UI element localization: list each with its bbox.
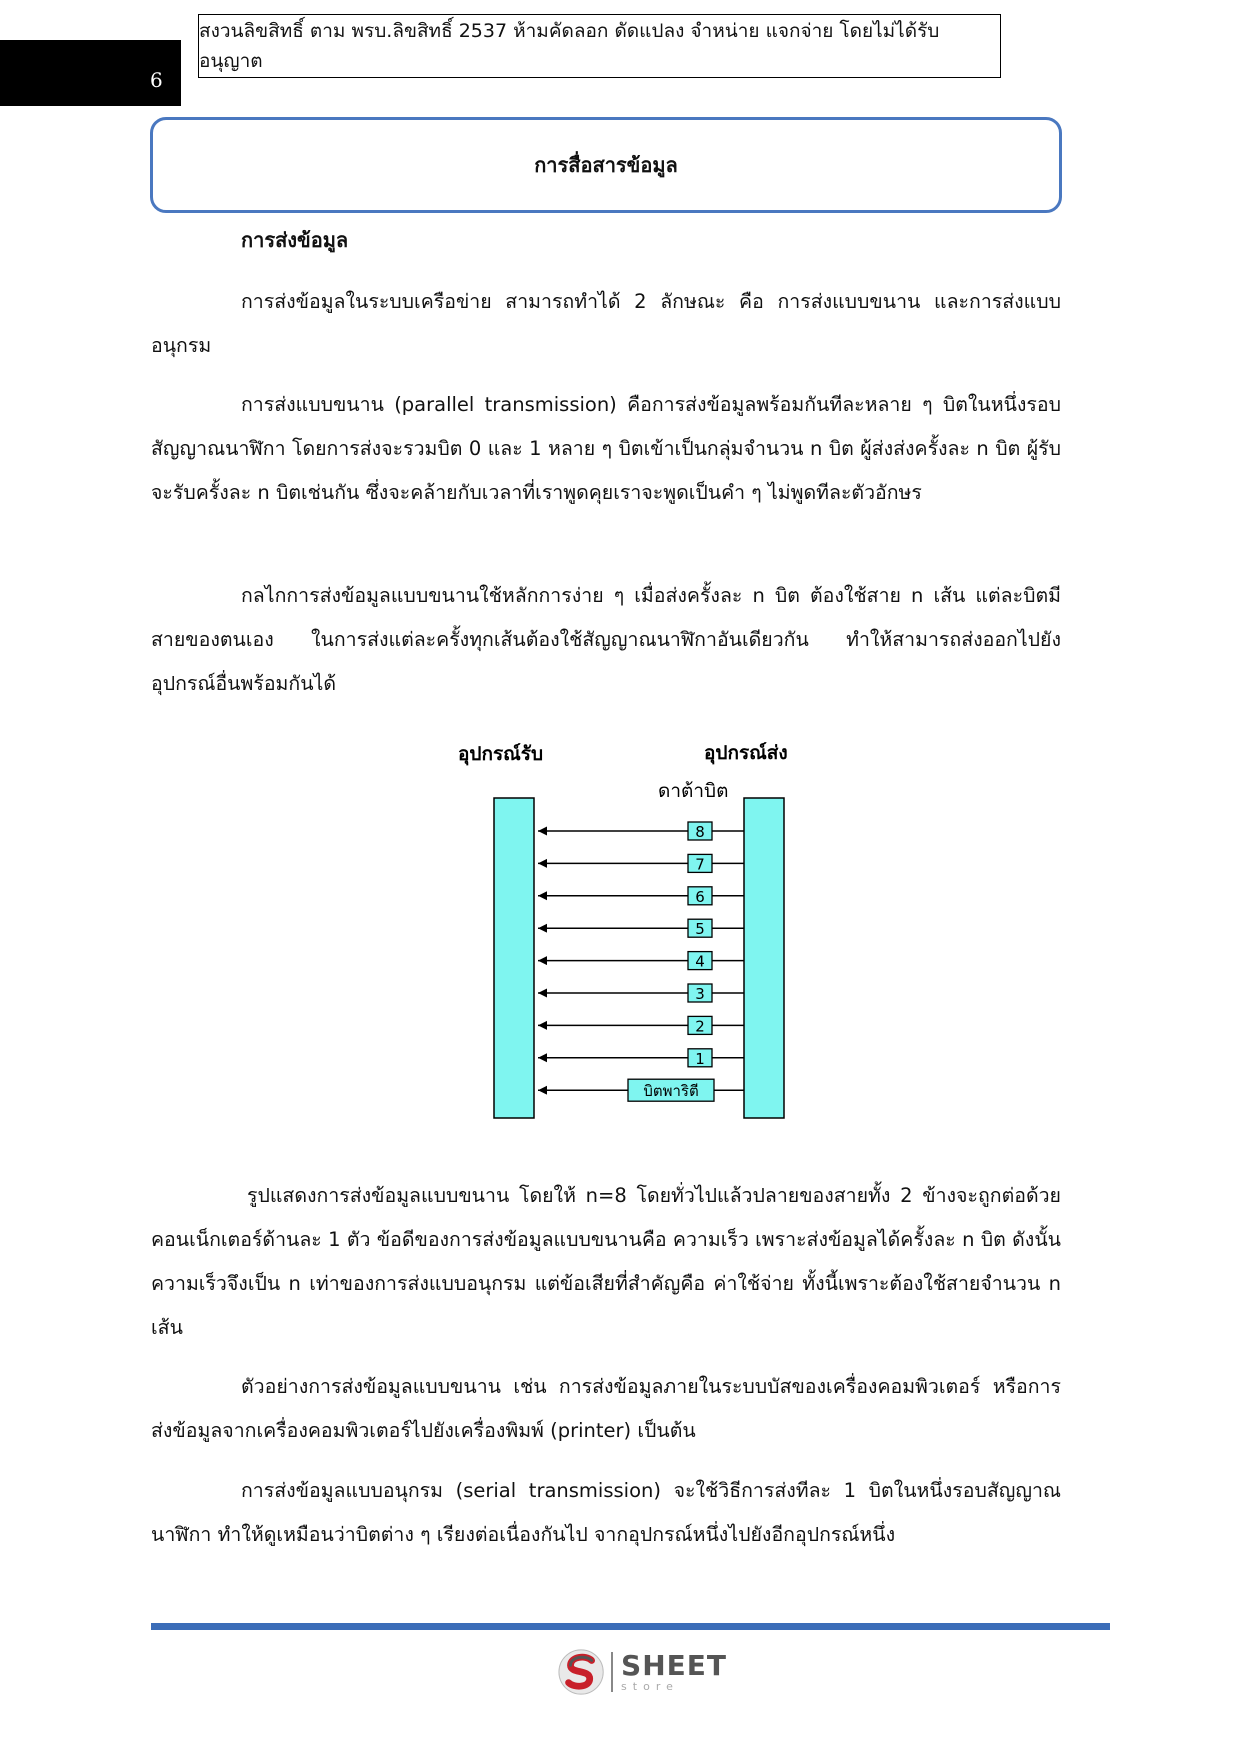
parallel-transmission-diagram [458,740,798,1130]
data-lines [538,822,744,1101]
data-bit-number: 2 [695,1017,705,1036]
parity-bit-label: บิตพาริตี [643,1082,699,1101]
sender-label: อุปกรณ์ส่ง [704,742,788,764]
logo-subtext: store [621,1680,679,1693]
data-bit-number: 7 [695,855,705,874]
page-number: 6 [150,68,163,92]
paragraph-parallel-examples: ตัวอย่างการส่งข้อมูลแบบขนาน เช่น การส่งข้อมูลภายในระบบบัสของเครื่องคอมพิวเตอร์ หรือการส่งข้อมูลจากเครื่องคอมพิวเตอร์ไปยังเครื่องพิมพ์ (printer) เป็นต้น [151,1375,1061,1442]
paragraph-parallel-definition: การส่งแบบขนาน (parallel transmission) คือการส่งข้อมูลพร้อมกันทีละหลาย ๆ บิตในหนึ่งรอบสัญญาณนาฬิกา โดยการส่งจะรวมบิต 0 และ 1 หลาย ๆ บิตเข้าเป็นกลุ่มจำนวน n บิต ผู้ส่งส่งครั้งละ n บิต ผู้รับจะรับครั้งละ n บิตเช่นกัน ซึ่งจะคล้ายกับเวลาที่เราพูดคุยเราจะพูดเป็นคำ ๆ ไม่พูดทีละตัวอักษร [151,393,1061,504]
copyright-notice-text: สงวนลิขสิทธิ์ ตาม พรบ.ลิขสิทธิ์ 2537 ห้ามคัดลอก ดัดแปลง จำหน่าย แจกจ่าย โดยไม่ได้รับอนุญาต [199,20,940,72]
sender-device [744,798,784,1118]
sheet-store-logo-icon [557,1647,605,1697]
copyright-notice [198,14,1001,78]
data-bit-number: 5 [695,920,705,939]
paragraph-serial-definition: การส่งข้อมูลแบบอนุกรม (serial transmission) จะใช้วิธีการส่งทีละ 1 บิตในหนึ่งรอบสัญญาณนาฬิกา ทำให้ดูเหมือนว่าบิตต่าง ๆ เรียงต่อเนื่องกันไป จากอุปกรณ์หนึ่งไปยังอีกอุปกรณ์หนึ่ง [151,1479,1061,1546]
data-bit-number: 4 [695,952,705,971]
data-bit-number: 8 [695,823,705,841]
page-title: การสื่อสารข้อมูล [534,153,678,177]
receiver-label: อุปกรณ์รับ [458,743,544,765]
paragraph-parallel-pros-cons: รูปแสดงการส่งข้อมูลแบบขนาน โดยให้ n=8 โดยทั่วไปแล้วปลายของสายทั้ง 2 ข้างจะถูกต่อด้วยคอนเน็กเตอร์ด้านละ 1 ตัว ข้อดีของการส่งข้อมูลแบบขนานคือ ความเร็ว เพราะส่งข้อมูลได้ครั้งละ n บิต ดังนั้น ความเร็วจึงเป็น n เท่าของการส่งแบบอนุกรม แต่ข้อเสียที่สำคัญคือ ค่าใช้จ่าย ทั้งนี้เพราะต้องใช้สายจำนวน n เส้น [151,1184,1061,1339]
paragraph-intro: การส่งข้อมูลในระบบเครือข่าย สามารถทำได้ 2 ลักษณะ คือ การส่งแบบขนาน และการส่งแบบอนุกรม [151,290,1061,357]
receiver-device [494,798,534,1118]
sheet-store-logo [557,1646,727,1698]
paragraph-parallel-mechanism: กลไกการส่งข้อมูลแบบขนานใช้หลักการง่าย ๆ เมื่อส่งครั้งละ n บิต ต้องใช้สาย n เส้น แต่ละบิตมีสายของตนเอง ในการส่งแต่ละครั้งทุกเส้นต้องใช้สัญญาณนาฬิกาอันเดียวกัน ทำให้สามารถส่งออกไปยังอุปกรณ์อื่นพร้อมกันได้ [151,584,1061,695]
logo-wordmark: SHEET [621,1649,727,1682]
logo-separator [611,1652,613,1692]
data-bit-number: 6 [695,887,705,906]
data-bit-number: 3 [695,985,705,1003]
footer-rule [151,1623,1110,1630]
data-bit-number: 1 [695,1049,705,1068]
parallel-transmission-svg [458,740,798,1130]
section-heading: การส่งข้อมูล [241,228,349,252]
title-box [150,117,1062,213]
data-bits-label: ดาต้าบิต [658,780,729,802]
